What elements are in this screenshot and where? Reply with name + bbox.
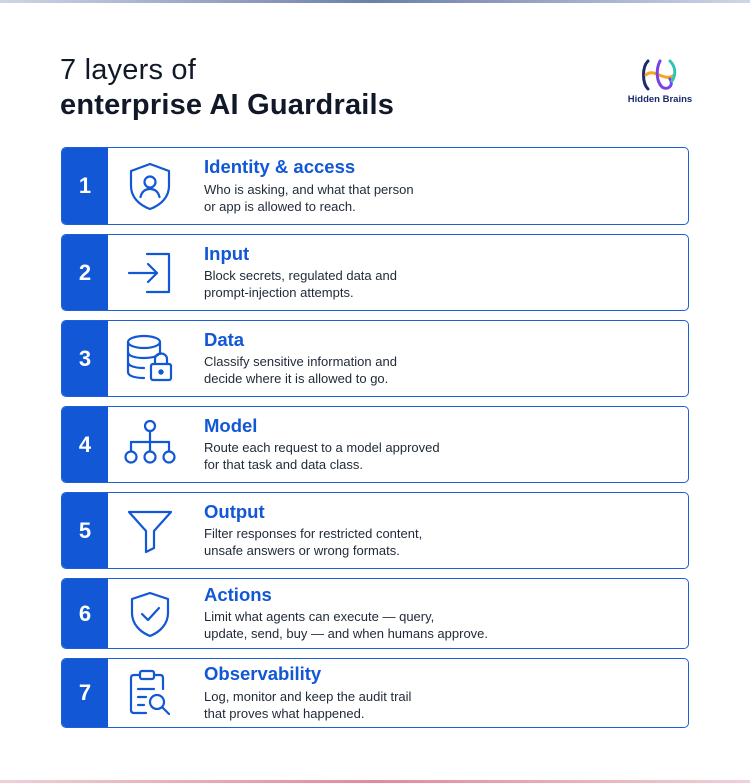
layer-description: Who is asking, and what that person or app is allowed to reach. bbox=[204, 181, 414, 214]
layer-title: Data bbox=[204, 328, 245, 350]
sign-in-icon bbox=[120, 235, 180, 310]
layer-description: Classify sensitive information and decide where it is allowed to go. bbox=[204, 354, 397, 387]
layer-title: Observability bbox=[204, 663, 322, 685]
layer-description: Block secrets, regulated data and prompt-injection attempts. bbox=[204, 268, 397, 301]
clipboard-search-icon bbox=[120, 659, 180, 727]
guardrail-layers-list bbox=[61, 147, 689, 728]
page-title-line1: 7 layers of bbox=[60, 54, 196, 86]
layer-card-5 bbox=[61, 492, 689, 569]
layer-title: Output bbox=[204, 500, 265, 522]
layer-number: 1 bbox=[62, 148, 108, 224]
layer-card-3 bbox=[61, 320, 689, 397]
layer-description: Filter responses for restricted content, unsafe answers or wrong formats. bbox=[204, 526, 423, 559]
layer-number: 5 bbox=[62, 493, 108, 568]
layer-title: Model bbox=[204, 414, 258, 436]
layer-card-1 bbox=[61, 147, 689, 225]
layer-card-2 bbox=[61, 234, 689, 311]
hidden-brains-logo bbox=[620, 57, 700, 113]
shield-user-icon bbox=[120, 148, 180, 224]
filter-funnel-icon bbox=[120, 493, 180, 568]
layer-description: Route each request to a model approved for that task and data class. bbox=[204, 440, 440, 473]
layer-card-7 bbox=[61, 658, 689, 728]
layer-title: Input bbox=[204, 242, 250, 264]
logo-text: Hidden Brains bbox=[627, 94, 693, 105]
layer-number: 7 bbox=[62, 659, 108, 727]
layer-card-4 bbox=[61, 406, 689, 483]
database-lock-icon bbox=[120, 321, 180, 396]
layer-description: Log, monitor and keep the audit trail that proves what happened. bbox=[204, 688, 412, 721]
layer-title: Actions bbox=[204, 583, 272, 605]
layer-number: 4 bbox=[62, 407, 108, 482]
top-gradient-bar bbox=[0, 0, 750, 3]
layer-number: 2 bbox=[62, 235, 108, 310]
layer-description: Limit what agents can execute — query, update, send, buy — and when humans approve. bbox=[204, 609, 489, 642]
layer-number: 6 bbox=[62, 579, 108, 648]
shield-check-icon bbox=[120, 579, 180, 648]
page-title-line2: enterprise AI Guardrails bbox=[60, 89, 395, 121]
hierarchy-icon bbox=[120, 407, 180, 482]
logo-mark-icon bbox=[640, 57, 680, 93]
layer-number: 3 bbox=[62, 321, 108, 396]
layer-title: Identity & access bbox=[204, 156, 356, 178]
layer-card-6 bbox=[61, 578, 689, 649]
